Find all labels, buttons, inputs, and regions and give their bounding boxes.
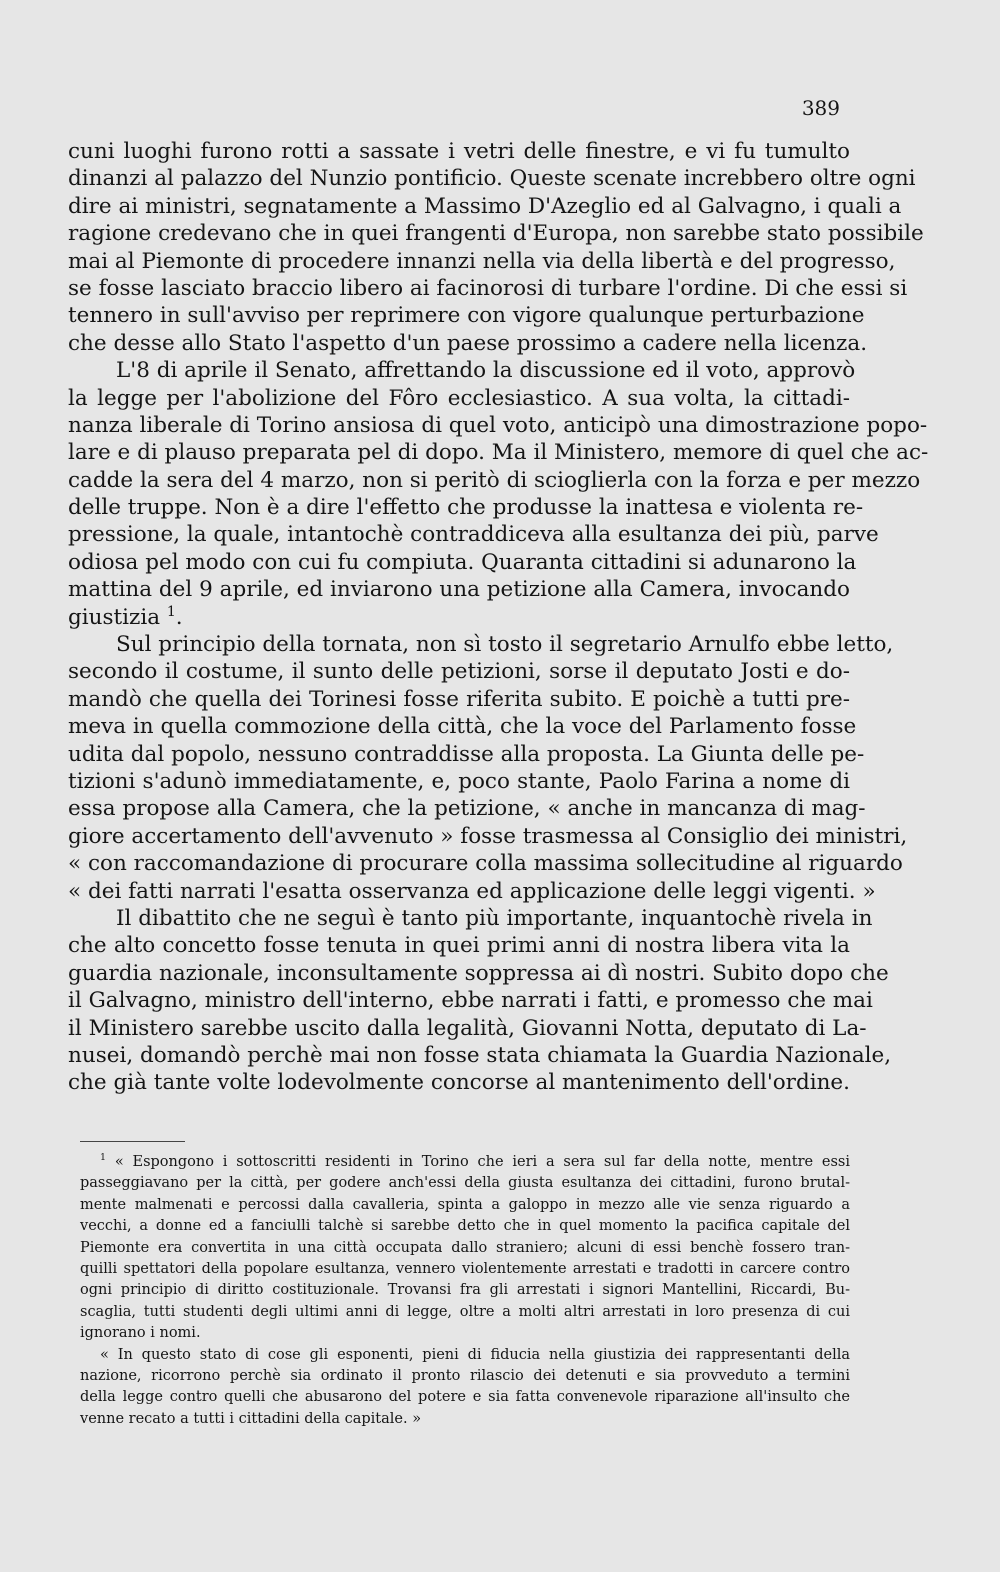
text-line: essa propose alla Camera, che la petizione, « anche in mancanza di mag- [68,796,866,822]
footnote-line: ignorano i nomi. [80,1325,201,1342]
footnote-reference[interactable]: 1 [166,603,176,620]
text-fragment: giustizia [68,604,161,630]
footnote-line: venne recato a tutti i cittadini della capitale. » [80,1410,422,1427]
footnote-line: passeggiavano per la città, per godere anch'essi della giusta esultanza dei cittadini, furono brutal- [80,1175,850,1192]
footnote-line: mente malmenati e percossi dalla cavalleria, spinta a galoppo in mezzo alle vie senza riguardo a [80,1196,850,1213]
text-line: Sul principio della tornata, non sì tosto il segretario Arnulfo ebbe letto, [116,632,894,658]
text-line: tennero in sull'avviso per reprimere con vigore qualunque perturbazione [68,303,865,329]
footnote-line: scaglia, tutti studenti degli ultimi anni di legge, oltre a molti altri arrestati in loro presenza di cui [80,1303,850,1320]
text-line: pressione, la quale, intantochè contraddiceva alla esultanza dei più, parve [68,522,879,548]
text-line: ragione credevano che in quei frangenti d'Europa, non sarebbe stato possibile [68,221,924,247]
text-line: dire ai ministri, segnatamente a Massimo D'Azeglio ed al Galvagno, i quali a [68,193,902,219]
text-line: mai al Piemonte di procedere innanzi nella via della libertà e del progresso, [68,248,896,274]
text-line: nusei, domandò perchè mai non fosse stata chiamata la Guardia Nazionale, [68,1042,892,1068]
page-number: 389 [801,96,840,120]
footnotes [80,1152,850,1430]
text-line: guardia nazionale, inconsultamente soppressa ai dì nostri. Subito dopo che [68,960,889,986]
text-line-with-footnote [68,604,850,631]
footnote-marker: 1 [100,1152,106,1164]
footnote-reference-suffix: . [175,604,183,630]
text-line: il Ministero sarebbe uscito dalla legalità, Giovanni Notta, deputato di La- [68,1015,867,1041]
text-line: il Galvagno, ministro dell'interno, ebbe narrati i fatti, e promesso che mai [68,988,873,1014]
footnote-line: nazione, ricorrono perchè sia ordinato il pronto rilascio dei detenuti e sia provveduto a termini [80,1367,850,1384]
text-line: dinanzi al palazzo del Nunzio pontificio. Queste scenate increbbero oltre ogni [68,166,916,192]
text-line: mattina del 9 aprile, ed inviarono una petizione alla Camera, invocando [68,577,850,603]
text-line: che già tante volte lodevolmente concorse al mantenimento dell'ordine. [68,1070,850,1096]
text-line: nanza liberale di Torino ansiosa di quel voto, anticipò una dimostrazione popo- [68,412,928,438]
footnote-line: vecchi, a donne ed a fanciulli talchè si sarebbe detto che in quel momento la pacifica capitale del [80,1218,850,1235]
text-line: L'8 di aprile il Senato, affrettando la discussione ed il voto, approvò [116,358,856,384]
footnote-line: della legge contro quelli che abusarono del potere e sia fatta convenevole riparazione all'insulto che [80,1389,850,1406]
text-line: udita dal popolo, nessuno contraddisse alla proposta. La Giunta delle pe- [68,741,865,767]
text-line: delle truppe. Non è a dire l'effetto che produsse la inattesa e violenta re- [68,495,864,521]
text-line: la legge per l'abolizione del Fôro ecclesiastico. A sua volta, la cittadi- [68,385,850,411]
text-line: che desse allo Stato l'aspetto d'un paese prossimo a cadere nella licenza. [68,330,868,356]
text-line: tizioni s'adunò immediatamente, e, poco stante, Paolo Farina a nome di [68,768,850,794]
text-line: « con raccomandazione di procurare colla massima sollecitudine al riguardo [68,851,903,877]
text-line: se fosse lasciato braccio libero ai facinorosi di turbare l'ordine. Di che essi si [68,275,908,301]
text-line: giore accertamento dell'avvenuto » fosse trasmessa al Consiglio dei ministri, [68,823,908,849]
footnote-line: ogni principio di diritto costituzionale. Trovansi fra gli arrestati i signori Mantellini, Riccardi, Bu- [80,1282,850,1299]
text-line: Il dibattito che ne seguì è tanto più importante, inquantochè rivela in [116,905,873,931]
text-line: secondo il costume, il sunto delle petizioni, sorse il deputato Josti e do- [68,659,850,685]
footnote-line-with-marker [80,1152,850,1173]
text-line: odiosa pel modo con cui fu compiuta. Quaranta cittadini si adunarono la [68,549,857,575]
text-line: cuni luoghi furono rotti a sassate i vetri delle finestre, e vi fu tumulto [68,139,850,164]
text-line: mandò che quella dei Torinesi fosse riferita subito. E poichè a tutti pre- [68,686,850,712]
text-line: cadde la sera del 4 marzo, non si peritò di scioglierla con la forza e per mezzo [68,467,921,493]
footnote-text: « Espongono i sottoscritti residenti in Torino che ieri a sera sul far della notte, mentre essi [114,1154,850,1170]
text-line: « dei fatti narrati l'esatta osservanza ed applicazione delle leggi vigenti. » [68,878,876,904]
text-line: meva in quella commozione della città, che la voce del Parlamento fosse [68,714,857,740]
text-line: lare e di plauso preparata pel di dopo. Ma il Ministero, memore di quel che ac- [68,440,929,466]
footnote-line: « In questo stato di cose gli esponenti, pieni di fiducia nella giustizia dei rappresentanti della [100,1346,850,1363]
footnote-divider [80,1141,185,1142]
footnote-line: Piemonte era convertita in una città occupata dallo straniero; alcuni di essi benchè fossero tran- [80,1239,850,1256]
main-text [68,138,929,1097]
text-line: che alto concetto fosse tenuta in quei primi anni di nostra libera vita la [68,933,850,959]
footnote-line: quilli spettatori della popolare esultanza, vennero violentemente arrestati e tradotti in carcere contro [80,1260,850,1277]
